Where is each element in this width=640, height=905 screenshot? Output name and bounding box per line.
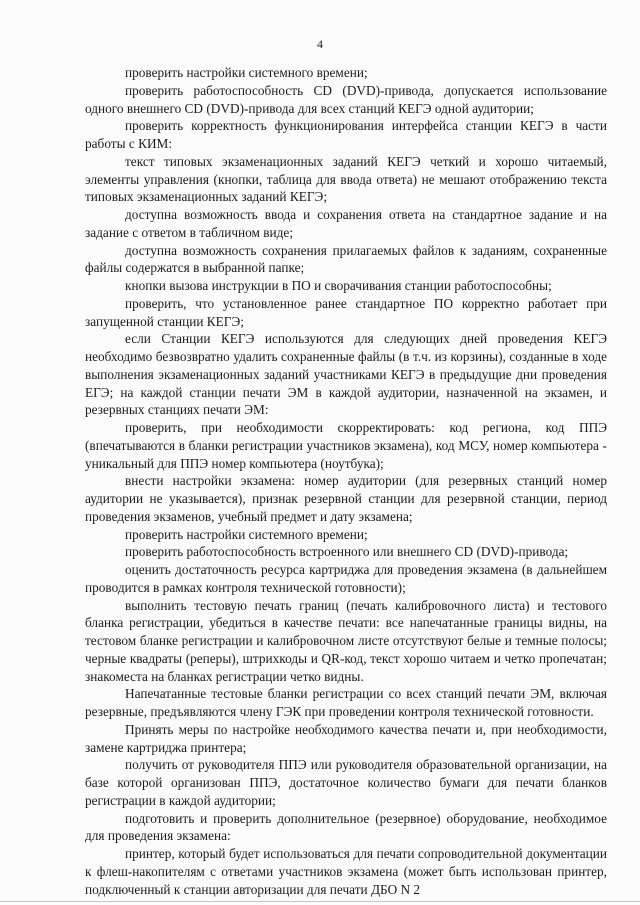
paragraph: принтер, который будет использоваться для печати сопроводительной документации к флеш-накопителям с ответами участников экзамена (может быть использован принтер, подключенный к станции авторизации для печати ДБО N 2 [85,846,607,897]
paragraph: проверить, при необходимости скорректировать: код региона, код ППЭ (впечатываются в бланки регистрации участников экзамена), код МСУ, номер компьютера - уникальный для ППЭ номер компьютера (ноутбука); [85,420,607,471]
paragraph: получить от руководителя ППЭ или руководителя образовательной организации, на базе которой организован ППЭ, достаточное количество бумаги для печати бланков регистрации в каждой аудитории; [85,757,607,808]
paragraph: текст типовых экзаменационных заданий КЕГЭ четкий и хорошо читаемый, элементы управления (кнопки, таблица для ввода ответа) не мешают отображению текста типовых экзаменационных заданий КЕГЭ; [85,153,607,205]
paragraph: Принять меры по настройке необходимого качества печати и, при необходимости, замене картриджа принтера; [85,721,607,755]
page-body [85,64,607,898]
paragraph: проверить корректность функционирования интерфейса станции КЕГЭ в части работы с КИМ: [85,118,607,151]
paragraph: кнопки вызова инструкции в ПО и сворачивания станции работоспособны; [125,278,552,293]
paragraph: доступна возможность сохранения прилагаемых файлов к заданиям, сохраненные файлы содержатся в выбранной папке; [85,242,607,276]
paragraph: подготовить и проверить дополнительное (резервное) оборудование, необходимое для проведения экзамена: [85,810,607,844]
paragraph: доступна возможность ввода и сохранения ответа на стандартное задание и на задание с ответом в табличном виде; [85,207,607,240]
paragraph: проверить настройки системного времени; [125,526,368,542]
paragraph: если Станции КЕГЭ используются для следующих дней проведения КЕГЭ необходимо безвозвратно удалить сохраненные файлы (в т.ч. из корзины), созданные в ходе выполнения экзаменационных заданий участниками КЕГЭ в предыдущие дни проведения ЕГЭ; на каждой станции печати ЭМ в каждой аудитории, назначенной на экзамен, и резервных станциях печати ЭМ: [85,331,607,418]
paragraph: проверить, что установленное ранее стандартное ПО корректно работает при запущенной станции КЕГЭ; [85,295,607,329]
page-edge-line [0,901,640,902]
page-number: 4 [317,37,323,51]
paragraph: выполнить тестовую печать границ (печать калибровочного листа) и тестового бланка регистрации, убедиться в качестве печати: все напечатанные границы видны, на тестовом бланке регистрации и калибровочном листе отсутствуют белые и темные полосы; черные квадраты (реперы), штрихкоды и QR-код, текст хорошо читаем и четко пропечатан; знакоместа на бланках регистрации четко видны. [85,597,607,684]
paragraph: Напечатанные тестовые бланки регистрации со всех станций печати ЭМ, включая резервные, предъявляются члену ГЭК при проведении контроля технической готовности. [85,686,607,719]
paragraph: проверить работоспособность встроенного или внешнего CD (DVD)-привода; [125,544,569,560]
paragraph: проверить настройки системного времени; [125,65,368,80]
paragraph: проверить работоспособность CD (DVD)-привода, допускается использование одного внешнего CD (DVD)-привода для всех станций КЕГЭ одной аудитории; [85,82,607,116]
paragraph: внести настройки экзамена: номер аудитории (для резервных станций номер аудитории не указывается), признак резервной станции для резервной станции, период проведения экзаменов, учебный предмет и дату экзамена; [85,473,607,524]
paragraph: оценить достаточность ресурса картриджа для проведения экзамена (в дальнейшем проводится в рамках контроля технической готовности); [85,562,607,595]
